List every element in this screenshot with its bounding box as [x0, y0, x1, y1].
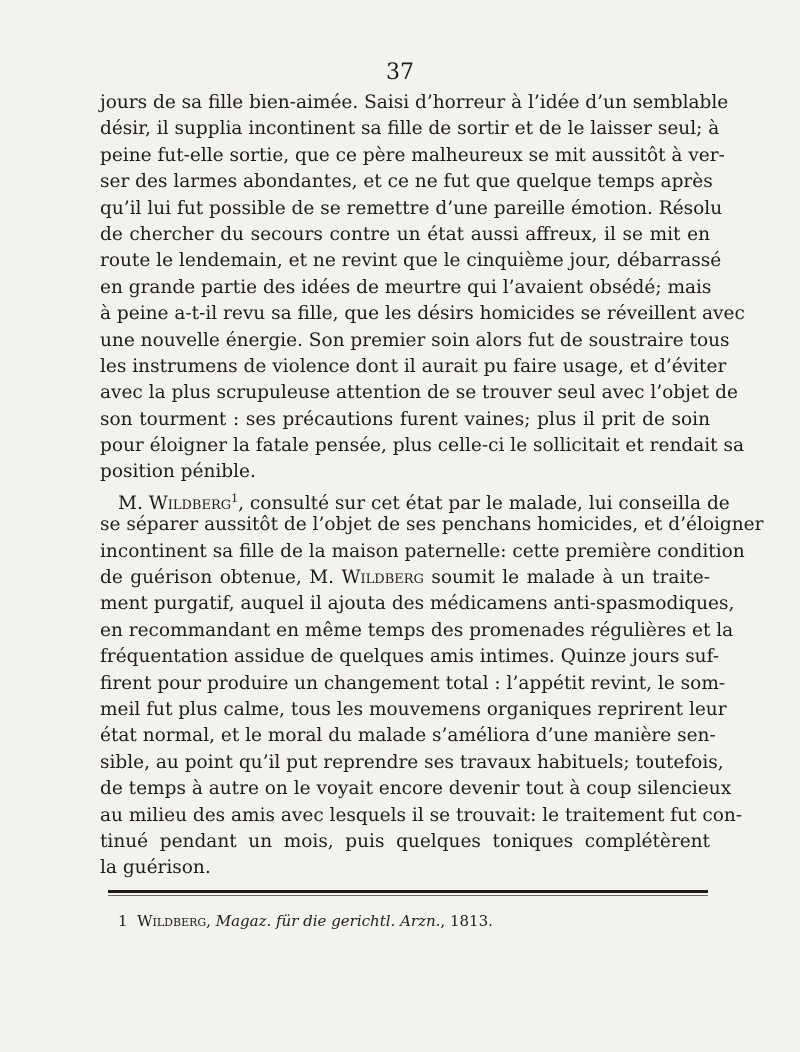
text-line: position pénible. — [100, 461, 256, 483]
footnote-separator-text: , — [206, 912, 216, 930]
text-line: de chercher du secours contre un état aussi affreux, il se mit en — [100, 223, 710, 245]
text-line: avec la plus scrupuleuse attention de se trouver seul avec l’objet de — [100, 382, 738, 404]
line-prefix: M. — [118, 493, 149, 515]
text-line: ser des larmes abondantes, et ce ne fut que quelque temps après — [100, 171, 713, 193]
text-line: état normal, et le moral du malade s’améliora d’une manière sen- — [100, 725, 716, 747]
text-line: en recommandant en même temps des promenades régulières et la — [100, 619, 734, 641]
author-name: Wildberg — [148, 493, 232, 515]
footnote-ref: 1 — [231, 491, 239, 505]
page-number: 37 — [386, 60, 414, 85]
text-line: désir, il supplia incontinent sa fille de sortir et de le laisser seul; à — [100, 118, 720, 140]
text-line: la guérison. — [100, 857, 211, 879]
text-line: une nouvelle énergie. Son premier soin alors fut de soustraire tous — [100, 329, 730, 351]
text-line: se séparer aussitôt de l’objet de ses penchans homicides, et d’éloigner — [100, 514, 764, 536]
text-line: son tourment : ses précautions furent vaines; plus il prit de soin — [100, 408, 710, 430]
text-line: fréquentation assidue de quelques amis intimes. Quinze jours suf- — [100, 646, 720, 668]
paragraph-first-line — [100, 486, 730, 515]
text-line: en grande partie des idées de meurtre qui l’avaient obsédé; mais — [100, 276, 712, 298]
text-line: jours de sa fille bien-aimée. Saisi d’horreur à l’idée d’un semblable — [100, 92, 729, 113]
author-name: Wildberg — [341, 567, 424, 589]
text-line: peine fut-elle sortie, que ce père malheureux se mit aussitôt à ver- — [100, 144, 725, 166]
text-line: meil fut plus calme, tous les mouvemens organiques reprirent leur — [100, 698, 727, 720]
body-text — [100, 90, 764, 882]
footnote-number: 1 — [118, 912, 128, 930]
footnote-title: Magaz. für die gerichtl. Arzn. — [215, 912, 441, 930]
text-line: les instrumens de violence dont il aurait pu faire usage, et d’éviter — [100, 355, 727, 377]
line-prefix: de guérison obtenue, M. — [100, 567, 342, 589]
text-line: incontinent sa fille de la maison paternelle: cette première condition — [100, 540, 745, 562]
text-line: firent pour produire un changement total : l’appétit revint, le som- — [100, 672, 726, 694]
text-line: au milieu des amis avec lesquels il se trouvait: le traitement fut con- — [100, 804, 743, 826]
text-line: sible, au point qu’il put reprendre ses travaux habituels; toutefois, — [100, 751, 724, 773]
footnote-separator-thin — [108, 895, 708, 896]
footnote-separator — [108, 890, 708, 893]
footnote-author: Wildberg — [137, 912, 207, 930]
text-line: de temps à autre on le voyait encore devenir tout à coup silencieux — [100, 778, 732, 800]
footnote — [118, 912, 493, 930]
text-line — [100, 565, 710, 591]
text-line: route le lendemain, et ne revint que le cinquième jour, débarrassé — [100, 250, 722, 272]
text-line: pour éloigner la fatale pensée, plus celle-ci le sollicitait et rendait sa — [100, 435, 744, 457]
text-line: ment purgatif, auquel il ajouta des médicamens anti-spasmodiques, — [100, 593, 735, 615]
text-line: à peine a-t-il revu sa fille, que les désirs homicides se réveillent avec — [100, 303, 745, 325]
line-suffix: , consulté sur cet état par le malade, lui conseilla de — [238, 493, 730, 515]
text-line: qu’il lui fut possible de se remettre d’une pareille émotion. Résolu — [100, 197, 723, 219]
line-suffix: soumit le malade à un traite- — [423, 567, 710, 589]
text-line: tinué pendant un mois, puis quelques toniques complétèrent — [100, 830, 710, 852]
footnote-year: , 1813. — [440, 912, 493, 930]
